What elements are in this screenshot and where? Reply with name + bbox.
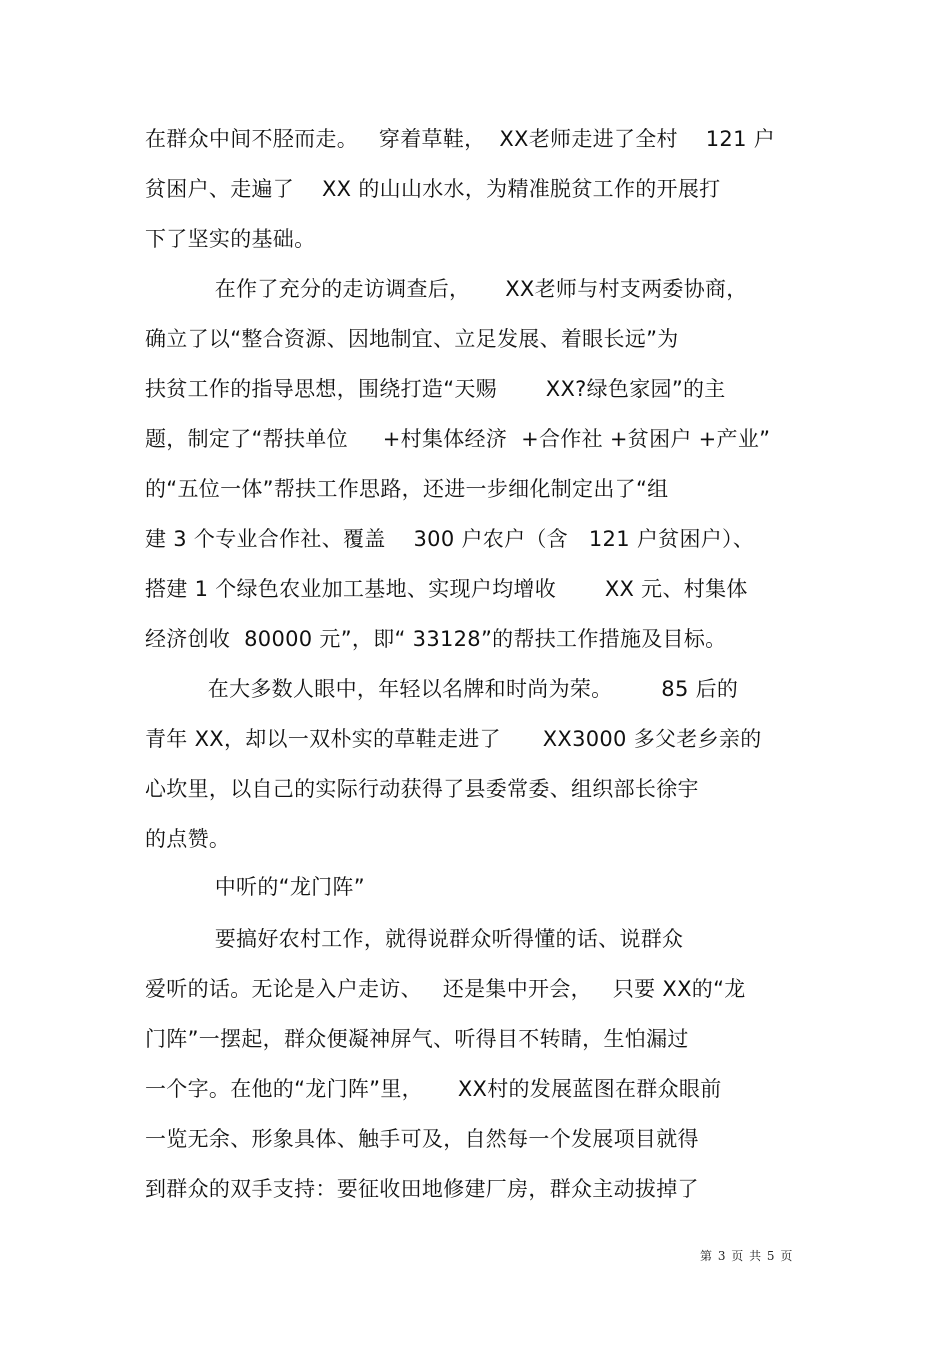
section-heading: 中听的“龙门阵” <box>145 875 365 899</box>
text-line: 建 3 个专业合作社、覆盖 300 户农户（含 121 户贫困户）、 <box>145 527 755 551</box>
text-line: 爱听的话。无论是入户走访、 还是集中开会， 只要 XX的“龙 <box>145 977 746 1001</box>
text-line: 的“五位一体”帮扶工作思路，还进一步细化制定出了“组 <box>145 477 669 501</box>
text-line: 扶贫工作的指导思想，围绕打造“天赐 XX?绿色家园”的主 <box>145 377 726 401</box>
text-line: 门阵”一摆起，群众便凝神屏气、听得目不转睛，生怕漏过 <box>145 1027 689 1051</box>
text-line: 在群众中间不胫而走。 穿着草鞋， XX老师走进了全村 121 户 <box>145 127 776 151</box>
text-line: 下了坚实的基础。 <box>145 227 316 251</box>
page-number-footer: 第 3 页 共 5 页 <box>700 1249 794 1263</box>
text-line: 确立了以“整合资源、因地制宜、立足发展、着眼长远”为 <box>145 327 679 351</box>
text-line: 青年 XX，却以一双朴实的草鞋走进了 XX3000 多父老乡亲的 <box>145 727 762 751</box>
text-line: 一览无余、形象具体、触手可及，自然每一个发展项目就得 <box>145 1127 699 1151</box>
text-line: 搭建 1 个绿色农业加工基地、实现户均增收 XX 元、村集体 <box>145 577 748 601</box>
text-line: 经济创收 80000 元”，即“ 33128”的帮扶工作措施及目标。 <box>145 627 727 651</box>
text-line: 在大多数人眼中，年轻以名牌和时尚为荣。 85 后的 <box>145 677 739 701</box>
text-line: 一个字。在他的“龙门阵”里， XX村的发展蓝图在群众眼前 <box>145 1077 722 1101</box>
text-line: 要搞好农村工作，就得说群众听得懂的话、说群众 <box>145 927 684 951</box>
text-line: 的点赞。 <box>145 827 231 851</box>
text-line: 在作了充分的走访调查后， XX老师与村支两委协商， <box>145 277 748 301</box>
text-line: 心坎里，以自己的实际行动获得了县委常委、组织部长徐宇 <box>145 777 699 801</box>
text-line: 题，制定了“帮扶单位 +村集体经济 +合作社 +贫困户 +产业” <box>145 427 771 451</box>
text-line: 到群众的双手支持：要征收田地修建厂房，群众主动拔掉了 <box>145 1177 699 1201</box>
text-line: 贫困户、走遍了 XX 的山山水水，为精准脱贫工作的开展打 <box>145 177 721 201</box>
